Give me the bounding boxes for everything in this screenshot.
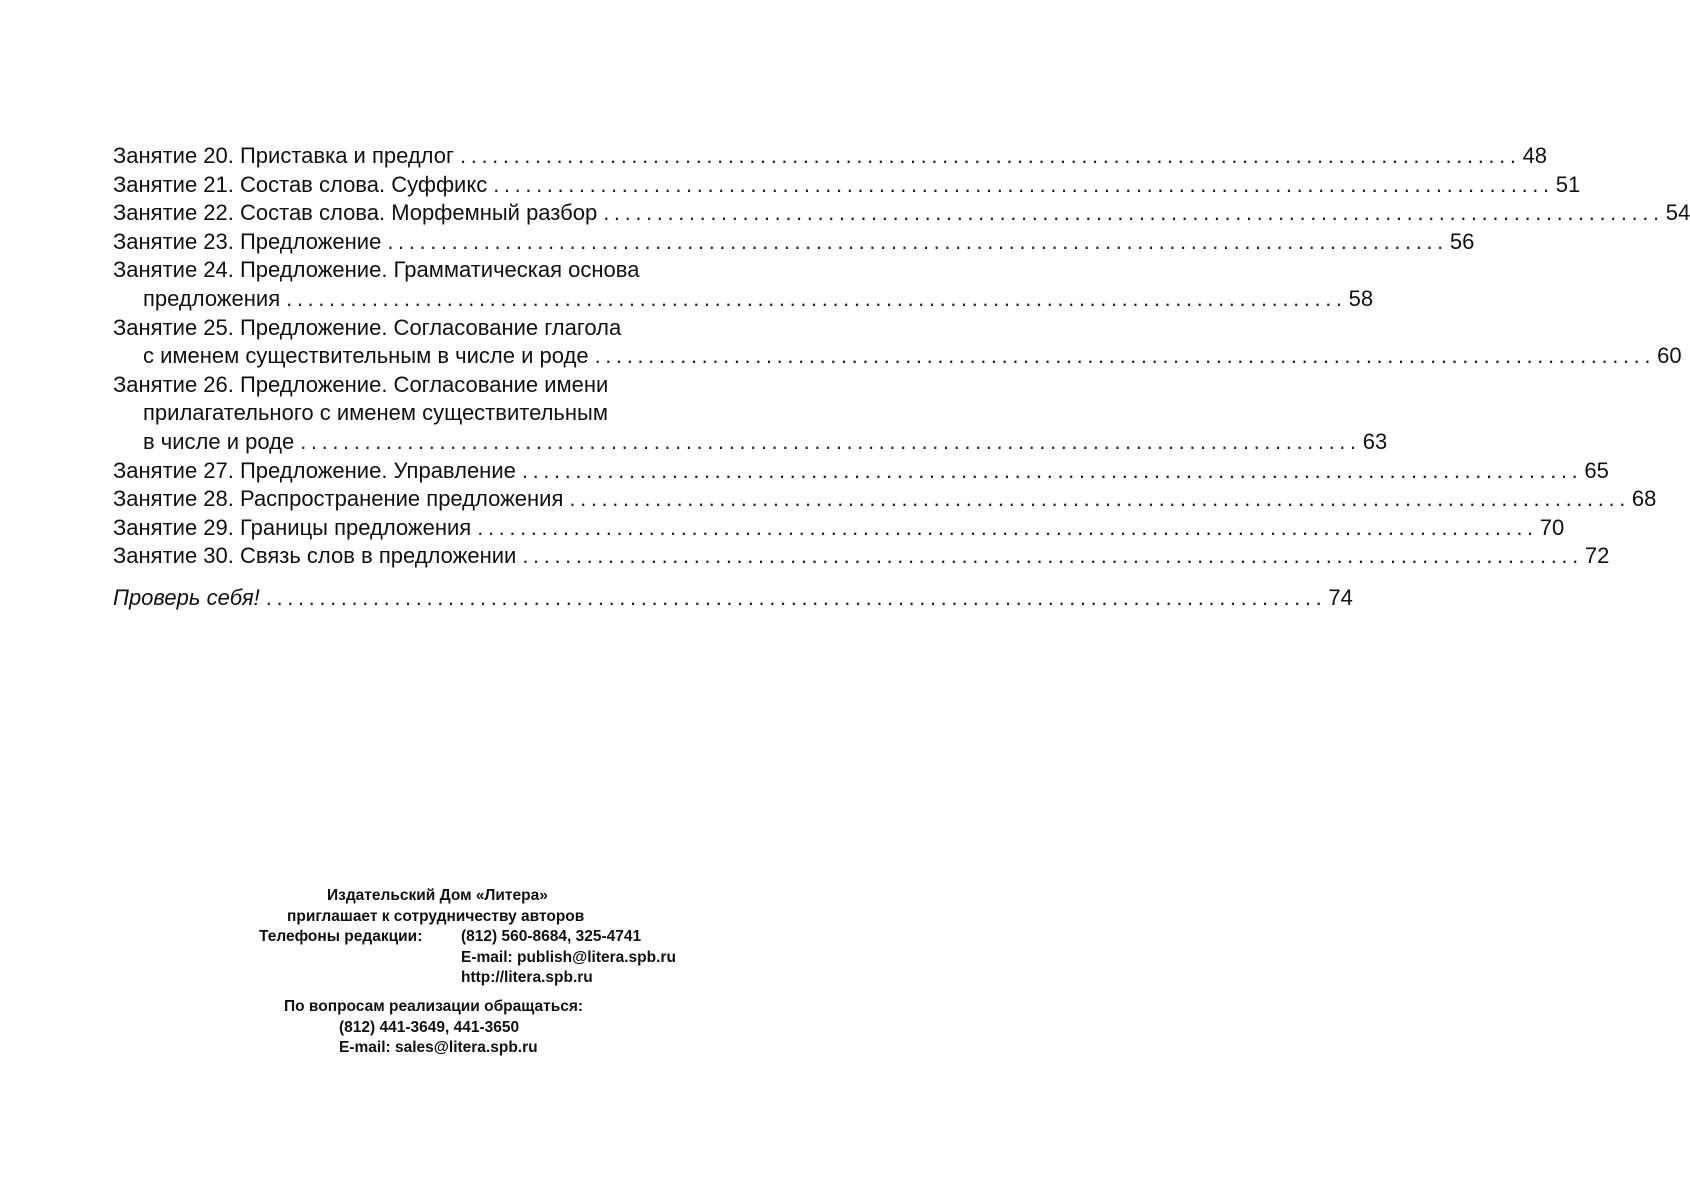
dot-leader: ...................................................................................................	[460, 143, 1521, 168]
toc-entry-title-continuation: прилагательного с именем существительным	[143, 400, 608, 426]
toc-entry-title: Занятие 30. Связь слов в предложении	[113, 543, 517, 569]
toc-entry-title: Занятие 27. Предложение. Управление	[113, 457, 516, 483]
toc-entry-30	[113, 542, 1610, 571]
dot-leader: ...................................................................................................	[569, 486, 1630, 512]
dot-leader: ...................................................................................................	[603, 200, 1664, 226]
dot-leader: ...................................................................................................	[387, 228, 1448, 254]
toc-entry-title: Занятие 22. Состав слова. Морфемный разбор	[113, 200, 598, 226]
toc-entry-title: Занятие 29. Границы предложения	[113, 514, 472, 540]
sales-label: По вопросам реализации обращаться:	[284, 998, 584, 1015]
toc-entry-24	[113, 256, 789, 285]
toc-entry-27	[113, 457, 1609, 486]
dot-leader: ...................................................................................................	[522, 543, 1583, 569]
toc-entry-page: 51	[1555, 171, 1581, 197]
toc-entry-title: Занятие 25. Предложение. Согласование глагола	[113, 314, 622, 340]
toc-entry-page: 58	[1348, 285, 1374, 311]
toc-entry-28	[113, 485, 1657, 514]
publisher-name: Издательский Дом «Литера»	[327, 887, 548, 904]
toc-entry-page: 72	[1584, 543, 1610, 569]
editorial-email: E-mail: publish@litera.spb.ru	[461, 948, 676, 966]
toc-entry-title: Занятие 24. Предложение. Грамматическая основа	[113, 257, 640, 283]
toc-entry-23	[113, 228, 1475, 257]
toc-entry-title: Занятие 23. Предложение	[113, 228, 382, 254]
toc-entry-25	[113, 314, 789, 343]
toc-entry-24-continuation	[113, 285, 1374, 314]
dot-leader: ...................................................................................................	[594, 343, 1656, 369]
editorial-phones-value: (812) 560-8684, 325-4741	[461, 928, 642, 945]
sales-phones: (812) 441-3649, 441-3650	[339, 1018, 520, 1036]
publisher-invite: приглашает к сотрудничеству авторов	[287, 907, 585, 925]
dot-leader: ...................................................................................................	[477, 514, 1538, 540]
toc-entry-26-continuation-2	[113, 428, 1388, 457]
dot-leader: ...................................................................................................	[265, 584, 1327, 610]
toc-entry-21	[113, 171, 1581, 200]
toc-entry-page: 74	[1328, 584, 1353, 610]
toc-entry-page: 68	[1631, 486, 1657, 512]
toc-entry-title: Проверь себя!	[113, 584, 260, 610]
toc-entry-title-continuation: в числе и роде	[143, 428, 295, 454]
toc-entry-page: 70	[1539, 514, 1565, 540]
toc-entry-title: Занятие 26. Предложение. Согласование имени	[113, 371, 609, 397]
editorial-phones-label: Телефоны редакции:	[259, 928, 423, 945]
toc-entry-title: Занятие 20. Приставка и предлог	[113, 143, 455, 168]
website-link: http://litera.spb.ru	[461, 969, 593, 986]
dot-leader: ...................................................................................................	[493, 171, 1554, 197]
dot-leader: ...................................................................................................	[300, 428, 1361, 454]
toc-entry-26	[113, 371, 789, 400]
toc-entry-25-continuation	[113, 342, 1682, 371]
toc-entry-page: 65	[1584, 457, 1609, 483]
toc-entry-title-continuation: предложения	[143, 285, 281, 311]
toc-entry-title: Занятие 21. Состав слова. Суффикс	[113, 171, 488, 197]
toc-entry-page: 56	[1449, 228, 1475, 254]
toc-entry-22	[113, 199, 1690, 228]
dot-leader: ...................................................................................................	[521, 457, 1583, 483]
toc-entry-title-continuation: с именем существительным в числе и роде	[143, 343, 589, 369]
table-of-contents	[113, 142, 1690, 613]
toc-entry-26-continuation	[113, 399, 789, 428]
toc-entry-page: 48	[1522, 143, 1548, 168]
toc-entry-self-check	[113, 584, 1353, 613]
toc-entry-title: Занятие 28. Распространение предложения	[113, 486, 564, 512]
toc-entry-page: 63	[1362, 428, 1388, 454]
toc-entry-29	[113, 514, 1565, 543]
sales-email: E-mail: sales@litera.spb.ru	[339, 1039, 538, 1056]
toc-entry-page: 60	[1657, 343, 1682, 369]
toc-entry-page: 54	[1665, 200, 1690, 226]
dot-leader: ...................................................................................................	[286, 285, 1347, 311]
toc-entry-20	[113, 142, 1548, 171]
